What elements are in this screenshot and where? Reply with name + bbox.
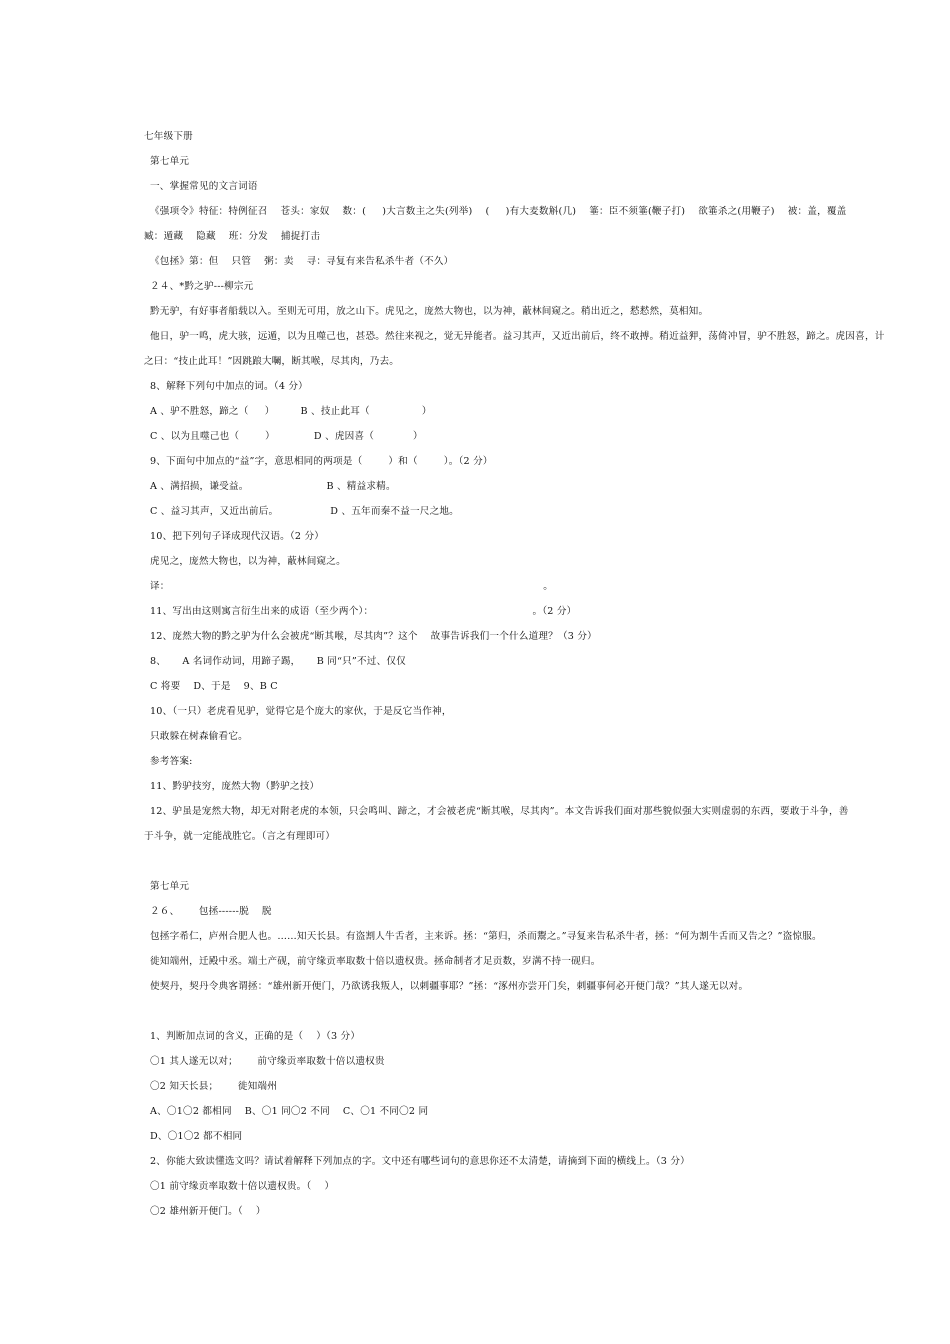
question-line: 8、解释下列句中加点的词。（4 分） bbox=[150, 381, 308, 392]
answer-line: 于斗争，就一定能战胜它。（言之有理即可） bbox=[144, 831, 336, 842]
answer-line: 10、（一只）老虎看见驴，觉得它是个庞大的家伙，于是反它当作神， bbox=[150, 706, 452, 717]
unit-heading: 第七单元 bbox=[150, 156, 190, 167]
question-line: 12、庞然大物的黔之驴为什么会被虎“断其喉，尽其肉”？这个 故事告诉我们一个什么道理？（3 分） bbox=[150, 631, 597, 642]
question-item: 〇2 雄州新开便门。（ ） bbox=[150, 1206, 266, 1217]
vocab-line: 《包拯》第：但 只管 粥：卖 寻：寻复有来告私杀牛者（不久） bbox=[150, 256, 454, 267]
grade-heading: 七年级下册 bbox=[144, 131, 193, 142]
question-option: C 、以为且噬己也（ ） D 、虎因喜（ ） bbox=[150, 431, 423, 442]
answer-heading: 参考答案: bbox=[150, 756, 193, 767]
lesson-heading: ２４、*黔之驴---柳宗元 bbox=[150, 281, 254, 292]
question-line: 9、下面句中加点的“益”字，意思相同的两项是（ ）和（ ）。（2 分） bbox=[150, 456, 493, 467]
passage-line: 包拯字希仁，庐州合肥人也。……知天长县。有盗割人牛舌者，主来诉。拯：“第归，杀而鬻之。”寻复来告私杀牛者，拯：“何为割牛舌而又告之？”盗惊服。 bbox=[150, 931, 822, 942]
question-line: 虎见之，庞然大物也，以为神，蔽林间窥之。 bbox=[150, 556, 346, 567]
question-item: 〇1 前守缘贡率取数十倍以遗权贵。（ ） bbox=[150, 1181, 335, 1192]
vocab-line: 臧：遁藏 隐藏 班：分发 捕捉打击 bbox=[144, 231, 321, 242]
question-item: 〇1 其人遂无以对； 前守缘贡率取数十倍以遗权贵 bbox=[150, 1056, 385, 1067]
passage-line: 徙知端州，迁殿中丞。端土产砚，前守缘贡率取数十倍以遗权贵。拯命制者才足贡数，岁满不持一砚归。 bbox=[150, 956, 601, 967]
question-option: C 、益习其声，又近出前后。 D 、五年而秦不益一尺之地。 bbox=[150, 506, 459, 517]
answer-blank: 译： 。 bbox=[150, 581, 554, 592]
passage-line: 他日，驴一鸣，虎大骇，远遁，以为且噬己也，甚恐。然往来视之，觉无异能者。益习其声，又近出前后，终不敢搏。稍近益狎，荡倚冲冒，驴不胜怒，蹄之。虎因喜，计 bbox=[150, 331, 885, 342]
section-heading: 一、掌握常见的文言词语 bbox=[150, 181, 258, 192]
passage-line: 使契丹，契丹令典客谓拯：“雄州新开便门，乃欲诱我叛人，以刺疆事耶？”拯：“涿州亦尝开门矣，刺疆事何必开便门哉？”其人遂无以对。 bbox=[150, 981, 749, 992]
question-option: A、〇1〇2 都相同 B、〇1 同〇2 不同 C、〇1 不同〇2 同 bbox=[150, 1106, 429, 1117]
question-line: 1、判断加点词的含义，正确的是（ ）（3 分） bbox=[150, 1031, 361, 1042]
question-line: 2、你能大致读懂选文吗？请试着解释下列加点的字。文中还有哪些词句的意思你还不太清楚，请摘到下面的横线上。（3 分） bbox=[150, 1156, 690, 1167]
question-option: A 、满招损，谦受益。 B 、精益求精。 bbox=[150, 481, 396, 492]
question-option: A 、驴不胜怒，蹄之（ ） B 、技止此耳（ ） bbox=[150, 406, 432, 417]
answer-line: 11、黔驴技穷，庞然大物（黔驴之技） bbox=[150, 781, 320, 792]
passage-line: 之曰：“技止此耳！”因跳踉大㘎，断其喉，尽其肉，乃去。 bbox=[144, 356, 400, 367]
passage-line: 黔无驴，有好事者船载以入。至则无可用，放之山下。虎见之，庞然大物也，以为神，蔽林间窥之。稍出近之，慭慭然，莫相知。 bbox=[150, 306, 709, 317]
unit-heading: 第七单元 bbox=[150, 881, 190, 892]
answer-line: 只敢躲在树森偷看它。 bbox=[150, 731, 248, 742]
vocab-line: 《强项令》特征：特例征召 苍头：家奴 数：( )大言数主之失(列举) ( )有大麦数斛(几) 箠：臣不须箠(鞭子打) 欲箠杀之(用鞭子) 被：盖，覆盖 bbox=[150, 206, 847, 217]
question-item: 〇2 知天长县； 徙知端州 bbox=[150, 1081, 277, 1092]
answer-line: C 将要 D、于是 9、B C bbox=[150, 681, 278, 692]
lesson-heading: ２６、 包拯------脱 脱 bbox=[150, 906, 272, 917]
question-line: 11、写出由这则寓言衍生出来的成语（至少两个）： 。（2 分） bbox=[150, 606, 577, 617]
question-option: D、〇1〇2 都不相同 bbox=[150, 1131, 243, 1142]
question-line: 10、把下列句子译成现代汉语。（2 分） bbox=[150, 531, 325, 542]
answer-line: 12、驴虽是宠然大物，却无对附老虎的本领，只会鸣叫、蹄之，才会被老虎“断其喉，尽其肉”。本文告诉我们面对那些貌似强大实则虚弱的东西，要敢于斗争，善 bbox=[150, 806, 849, 817]
answer-line: 8、 A 名词作动词，用蹄子踢， B 同“只”不过、仅仅 bbox=[150, 656, 406, 667]
